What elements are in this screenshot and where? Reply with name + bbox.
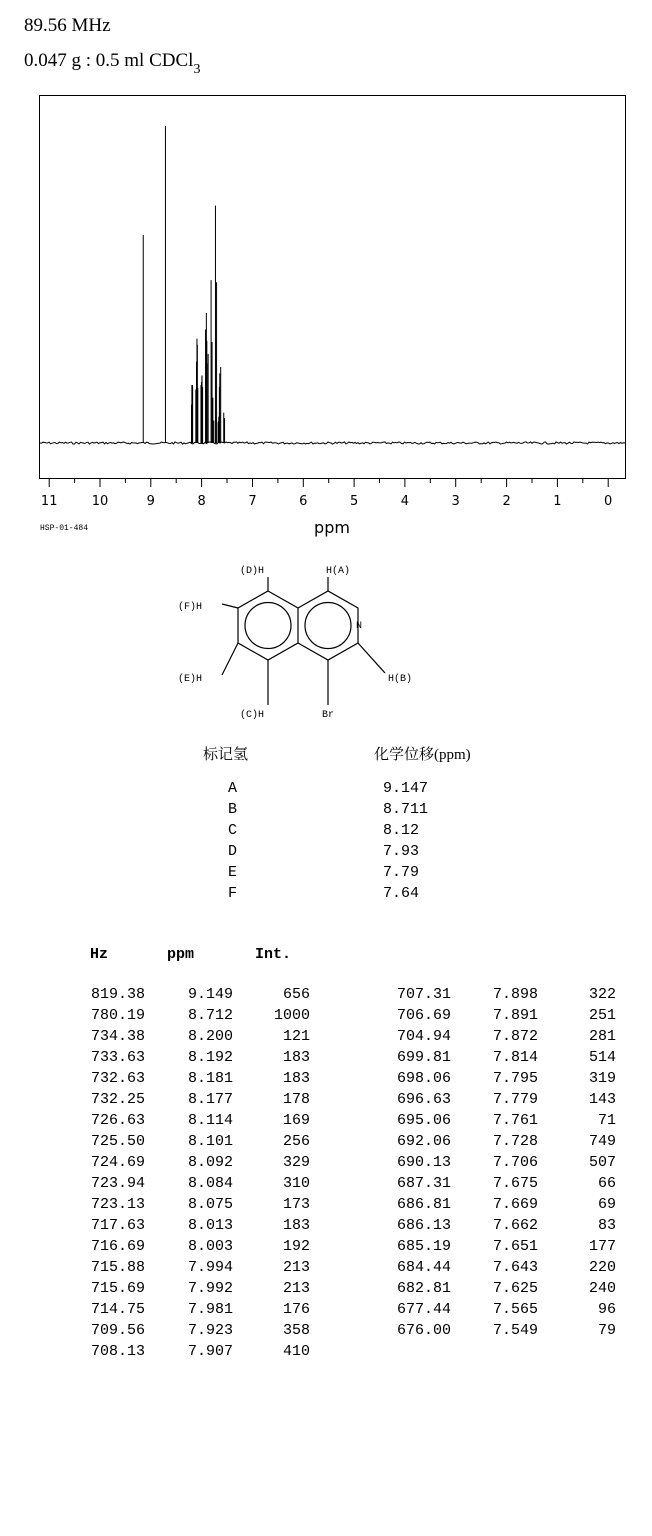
peak-table-cell: 8.003 bbox=[187, 1238, 233, 1255]
peak-table-cell: 9.149 bbox=[187, 986, 233, 1003]
peak-table-cell: 699.81 bbox=[396, 1049, 451, 1066]
peak-table-cell: 715.69 bbox=[90, 1280, 145, 1297]
peak-table-cell: 686.81 bbox=[396, 1196, 451, 1213]
shift-header-ppm: 化学位移(ppm) bbox=[374, 747, 471, 763]
tick-label-9: 9 bbox=[146, 494, 155, 509]
peak-table-cell: 7.891 bbox=[492, 1007, 538, 1024]
peak-header-hz: Hz bbox=[90, 946, 109, 963]
isoquinoline-structure bbox=[170, 555, 440, 725]
peak-table-cell: 677.44 bbox=[396, 1301, 451, 1318]
peak-table-cell: 183 bbox=[282, 1049, 310, 1066]
peak-table-cell: 83 bbox=[597, 1217, 616, 1234]
peak-table-cell: 281 bbox=[588, 1028, 616, 1045]
peak-table-cell: 704.94 bbox=[396, 1028, 451, 1045]
peak-table-cell: 7.549 bbox=[492, 1322, 538, 1339]
peak-table-cell: 696.63 bbox=[396, 1091, 451, 1108]
label-hd: (D)H bbox=[240, 566, 265, 577]
peak-table-cell: 7.907 bbox=[187, 1343, 233, 1360]
peak-table-cell: 7.872 bbox=[492, 1028, 538, 1045]
peak-table-cell: 7.779 bbox=[492, 1091, 538, 1108]
peaks-group bbox=[40, 126, 625, 444]
peak-table-cell: 8.101 bbox=[187, 1133, 233, 1150]
label-n: N bbox=[356, 621, 363, 632]
peak-header-ppm: ppm bbox=[167, 946, 195, 963]
peak-table-cell: 690.13 bbox=[396, 1154, 451, 1171]
shift-row-label: C bbox=[228, 822, 238, 839]
peak-table-cell: 507 bbox=[588, 1154, 616, 1171]
peak-table-cell: 319 bbox=[588, 1070, 616, 1087]
peak-table-cell: 7.981 bbox=[187, 1301, 233, 1318]
peak-table-cell: 213 bbox=[282, 1280, 310, 1297]
pyridine-aromatic-circle bbox=[305, 603, 351, 649]
bond-hf bbox=[222, 604, 238, 608]
peak-table-cell: 192 bbox=[282, 1238, 310, 1255]
spectrum-baseline bbox=[40, 442, 625, 444]
tick-label-7: 7 bbox=[248, 494, 257, 509]
sample-concentration bbox=[24, 50, 200, 78]
peak-table-cell: 177 bbox=[588, 1238, 616, 1255]
peak-table-cell: 1000 bbox=[273, 1007, 310, 1024]
peak-table-cell: 716.69 bbox=[90, 1238, 145, 1255]
peak-table-cell: 723.13 bbox=[90, 1196, 145, 1213]
peak-table-cell: 709.56 bbox=[90, 1322, 145, 1339]
peak-table-cell: 7.675 bbox=[492, 1175, 538, 1192]
peak-table-cell: 733.63 bbox=[90, 1049, 145, 1066]
peak-table-cell: 749 bbox=[588, 1133, 616, 1150]
peak-table-cell: 7.923 bbox=[187, 1322, 233, 1339]
peak-table-cell: 121 bbox=[282, 1028, 310, 1045]
peak-table-cell: 8.712 bbox=[187, 1007, 233, 1024]
peak-table-cell: 7.625 bbox=[492, 1280, 538, 1297]
peak-table-cell: 8.181 bbox=[187, 1070, 233, 1087]
label-hc: (C)H bbox=[240, 710, 265, 721]
peak-table-cell: 656 bbox=[282, 986, 310, 1003]
label-br: Br bbox=[322, 710, 335, 721]
peak-table-cell: 7.814 bbox=[492, 1049, 538, 1066]
peak-table-cell: 676.00 bbox=[396, 1322, 451, 1339]
peak-table-cell: 682.81 bbox=[396, 1280, 451, 1297]
peak-table-cell: 220 bbox=[588, 1259, 616, 1276]
peak-table-cell: 7.669 bbox=[492, 1196, 538, 1213]
shift-header-label: 标记氢 bbox=[203, 747, 249, 763]
tick-label-10: 10 bbox=[91, 494, 109, 509]
peak-table-cell: 7.795 bbox=[492, 1070, 538, 1087]
peak-table-cell: 7.651 bbox=[492, 1238, 538, 1255]
peak-table-cell: 240 bbox=[588, 1280, 616, 1297]
peak-table-cell: 708.13 bbox=[90, 1343, 145, 1360]
label-hf: (F)H bbox=[178, 602, 203, 613]
peak-table-cell: 213 bbox=[282, 1259, 310, 1276]
peak-table-cell: 724.69 bbox=[90, 1154, 145, 1171]
label-ha: H(A) bbox=[326, 566, 351, 577]
peak-table-cell: 7.994 bbox=[187, 1259, 233, 1276]
nmr-spectrum-chart bbox=[0, 88, 652, 548]
bond-hb bbox=[358, 643, 385, 673]
peak-table-cell: 256 bbox=[282, 1133, 310, 1150]
peak-table-cell: 692.06 bbox=[396, 1133, 451, 1150]
shift-row-ppm: 8.12 bbox=[383, 822, 420, 839]
peak-table-cell: 695.06 bbox=[396, 1112, 451, 1129]
tick-label-0: 0 bbox=[604, 494, 613, 509]
x-axis-label: ppm bbox=[314, 518, 350, 537]
peak-table-cell: 732.25 bbox=[90, 1091, 145, 1108]
tick-label-4: 4 bbox=[400, 494, 410, 509]
peak-table-cell: 71 bbox=[597, 1112, 616, 1129]
peak-table-cell: 819.38 bbox=[90, 986, 145, 1003]
shift-row-label: E bbox=[228, 864, 238, 881]
peak-table-cell: 7.662 bbox=[492, 1217, 538, 1234]
peak-table-cell: 725.50 bbox=[90, 1133, 145, 1150]
tick-label-11: 11 bbox=[40, 494, 58, 509]
peak-table-cell: 66 bbox=[597, 1175, 616, 1192]
peak-table-cell: 143 bbox=[588, 1091, 616, 1108]
peak-table-cell: 723.94 bbox=[90, 1175, 145, 1192]
peak-table-cell: 7.565 bbox=[492, 1301, 538, 1318]
plot-frame bbox=[40, 96, 626, 479]
tick-label-3: 3 bbox=[451, 494, 460, 509]
peak-table-cell: 698.06 bbox=[396, 1070, 451, 1087]
sample-subscript: 3 bbox=[193, 62, 201, 77]
peak-table-cell: 687.31 bbox=[396, 1175, 451, 1192]
tick-label-8: 8 bbox=[197, 494, 206, 509]
sample-concentration-text: 0.047 g : 0.5 ml CDCl bbox=[24, 50, 194, 71]
peak-table-cell: 732.63 bbox=[90, 1070, 145, 1087]
pyridine-ring bbox=[298, 591, 358, 660]
spectrometer-frequency: 89.56 MHz bbox=[24, 15, 111, 36]
peak-table-cell: 726.63 bbox=[90, 1112, 145, 1129]
benzene-aromatic-circle bbox=[245, 603, 291, 649]
shift-row-label: D bbox=[228, 843, 238, 860]
peak-table-cell: 358 bbox=[282, 1322, 310, 1339]
peak-table-cell: 178 bbox=[282, 1091, 310, 1108]
shift-row-ppm: 7.64 bbox=[383, 885, 420, 902]
peak-table-cell: 8.013 bbox=[187, 1217, 233, 1234]
shift-row-label: A bbox=[228, 780, 238, 797]
peak-table-cell: 734.38 bbox=[90, 1028, 145, 1045]
shift-row-label: B bbox=[228, 801, 238, 818]
peak-table-cell: 251 bbox=[588, 1007, 616, 1024]
peak-table-cell: 410 bbox=[282, 1343, 310, 1360]
bond-he bbox=[222, 643, 238, 675]
peak-table-cell: 8.084 bbox=[187, 1175, 233, 1192]
spectrum-code: HSP-01-484 bbox=[40, 524, 89, 533]
peak-table-cell: 79 bbox=[597, 1322, 616, 1339]
peak-table-cell: 8.114 bbox=[187, 1112, 233, 1129]
peak-table-cell: 686.13 bbox=[396, 1217, 451, 1234]
peak-table-cell: 7.898 bbox=[492, 986, 538, 1003]
peak-table-cell: 685.19 bbox=[396, 1238, 451, 1255]
tick-label-1: 1 bbox=[553, 494, 562, 509]
peak-table-cell: 714.75 bbox=[90, 1301, 145, 1318]
peak-table-cell: 8.192 bbox=[187, 1049, 233, 1066]
peak-table-cell: 780.19 bbox=[90, 1007, 145, 1024]
peak-table-cell: 715.88 bbox=[90, 1259, 145, 1276]
peak-table-cell: 8.177 bbox=[187, 1091, 233, 1108]
peak-table-cell: 169 bbox=[282, 1112, 310, 1129]
peak-table-cell: 183 bbox=[282, 1070, 310, 1087]
peak-header-int: Int. bbox=[255, 946, 292, 963]
label-hb: H(B) bbox=[388, 674, 413, 685]
label-he: (E)H bbox=[178, 674, 203, 685]
peak-table-cell: 8.200 bbox=[187, 1028, 233, 1045]
shift-row-ppm: 8.711 bbox=[383, 801, 429, 818]
peak-table-cell: 707.31 bbox=[396, 986, 451, 1003]
peak-table-cell: 176 bbox=[282, 1301, 310, 1318]
peak-table-cell: 322 bbox=[588, 986, 616, 1003]
peak-table-cell: 717.63 bbox=[90, 1217, 145, 1234]
tick-label-2: 2 bbox=[502, 494, 511, 509]
peak-table-cell: 706.69 bbox=[396, 1007, 451, 1024]
peak-table-cell: 173 bbox=[282, 1196, 310, 1213]
peak-table-cell: 8.092 bbox=[187, 1154, 233, 1171]
tick-label-5: 5 bbox=[349, 494, 359, 509]
peak-table-cell: 7.706 bbox=[492, 1154, 538, 1171]
peak-table-cell: 7.992 bbox=[187, 1280, 233, 1297]
peak-table-cell: 310 bbox=[282, 1175, 310, 1192]
peak-table-cell: 96 bbox=[597, 1301, 616, 1318]
peak-table-cell: 8.075 bbox=[187, 1196, 233, 1213]
peak-table-cell: 7.761 bbox=[492, 1112, 538, 1129]
shift-row-label: F bbox=[228, 885, 238, 902]
peak-table-cell: 69 bbox=[597, 1196, 616, 1213]
peak-table-cell: 7.728 bbox=[492, 1133, 538, 1150]
shift-row-ppm: 7.79 bbox=[383, 864, 420, 881]
peak-table-cell: 514 bbox=[588, 1049, 616, 1066]
shift-row-ppm: 7.93 bbox=[383, 843, 420, 860]
x-ticks bbox=[41, 478, 612, 509]
peak-table-cell: 7.643 bbox=[492, 1259, 538, 1276]
peak-table-cell: 183 bbox=[282, 1217, 310, 1234]
tick-label-6: 6 bbox=[299, 494, 308, 509]
peak-table-cell: 329 bbox=[282, 1154, 310, 1171]
peak-table-cell: 684.44 bbox=[396, 1259, 451, 1276]
shift-row-ppm: 9.147 bbox=[383, 780, 429, 797]
benzene-ring bbox=[238, 591, 298, 660]
